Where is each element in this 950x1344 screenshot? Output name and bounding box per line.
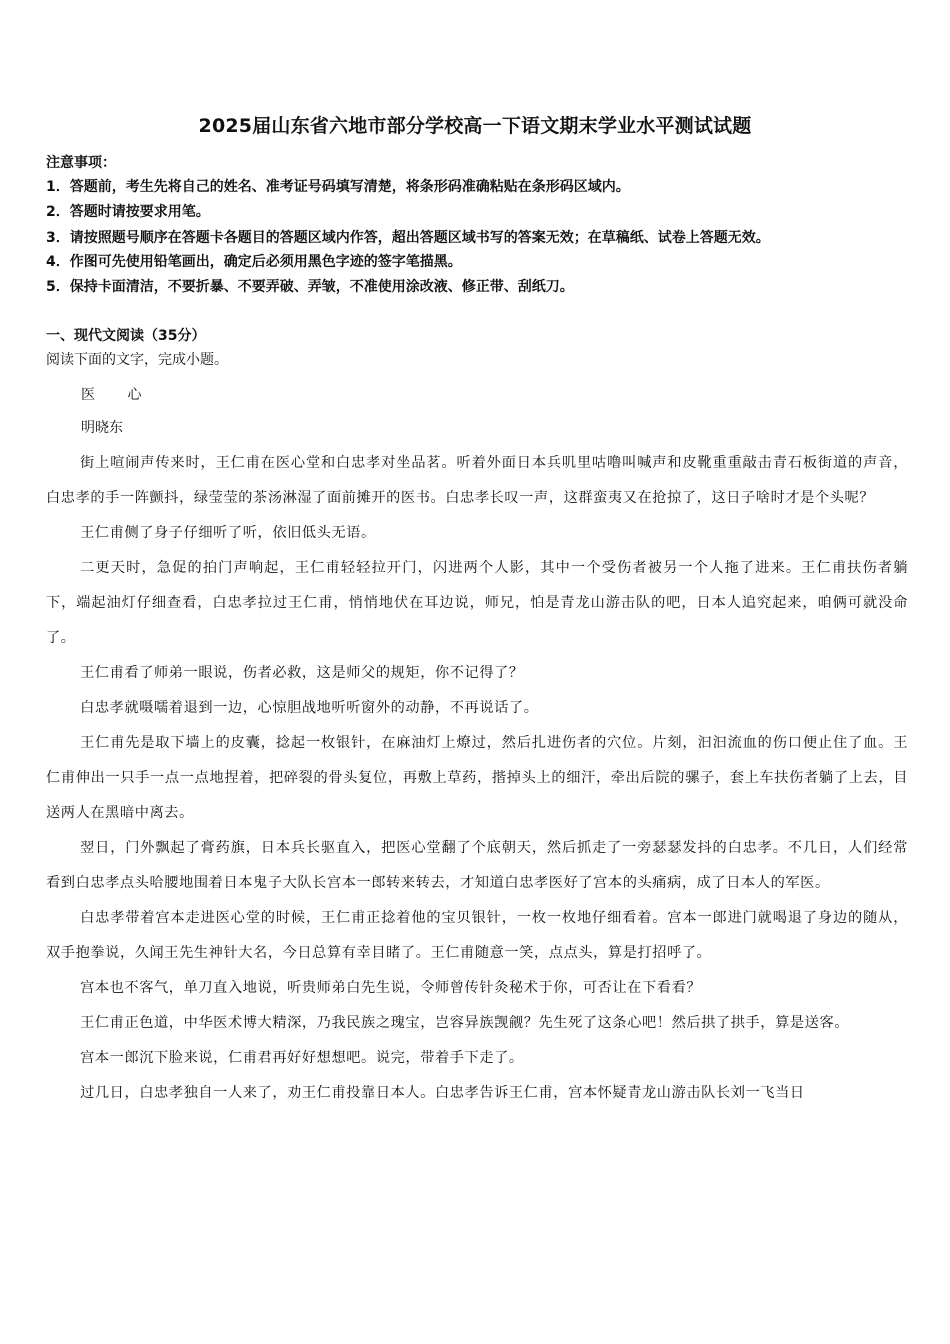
story-paragraph: 宫本也不客气，单刀直入地说，听贵师弟白先生说，令师曾传针灸秘术于你，可否让在下看看？: [80, 980, 702, 996]
story-paragraph: 王仁甫看了师弟一眼说，伤者必救，这是师父的规矩，你不记得了？: [80, 665, 524, 681]
story-body: [46, 446, 908, 1111]
story-paragraph: 翌日，门外飘起了膏药旗，日本兵长驱直入，把医心堂翻了个底朝天，然后抓走了一旁瑟瑟发抖的白忠孝。不几日，人们经常看到白忠孝点头哈腰地围着日本鬼子大队长宫本一郎转来转去，才知道白忠孝医好了宫本的头痛病，成了日本人的军医。: [46, 840, 908, 891]
section-heading: 一、现代文阅读（35分）: [46, 328, 206, 344]
story-paragraph: 王仁甫先是取下墙上的皮囊，捻起一枚银针，在麻油灯上燎过，然后扎进伤者的穴位。片刻，汩汩流血的伤口便止住了血。王仁甫伸出一只手一点一点地捏着，把碎裂的骨头复位，再敷上草药，揩掉头上的细汗，牵出后院的骡子，套上车扶伤者躺了上去，目送两人在黑暗中离去。: [46, 735, 908, 821]
notice-item-4: 4．作图可先使用铅笔画出，确定后必须用黑色字迹的签字笔描黑。: [46, 254, 462, 270]
document-title: 2025届山东省六地市部分学校高一下语文期末学业水平测试试题: [198, 115, 752, 137]
story-paragraph: 宫本一郎沉下脸来说，仁甫君再好好想想吧。说完，带着手下走了。: [80, 1050, 524, 1066]
story-paragraph: 街上喧闹声传来时，王仁甫在医心堂和白忠孝对坐品茗。听着外面日本兵叽里咕噜叫喊声和皮靴重重敲击青石板街道的声音，白忠孝的手一阵颤抖，绿莹莹的茶汤淋湿了面前摊开的医书。白忠孝长叹一声，这群蛮夷又在抢掠了，这日子啥时才是个头呢？: [46, 455, 908, 506]
notice-item-3: 3．请按照题号顺序在答题卡各题目的答题区域内作答，超出答题区域书写的答案无效；在草稿纸、试卷上答题无效。: [46, 230, 770, 246]
story-title: 医 心: [81, 387, 156, 403]
story-author: 明晓东: [81, 420, 123, 436]
story-paragraph: 过几日，白忠孝独自一人来了，劝王仁甫投靠日本人。白忠孝告诉王仁甫，宫本怀疑青龙山游击队长刘一飞当日: [80, 1085, 805, 1101]
story-paragraph: 王仁甫正色道，中华医术博大精深，乃我民族之瑰宝，岂容异族觊觎？先生死了这条心吧！然后拱了拱手，算是送客。: [80, 1015, 850, 1031]
story-paragraph: 白忠孝带着宫本走进医心堂的时候，王仁甫正捻着他的宝贝银针，一枚一枚地仔细看着。宫本一郎进门就喝退了身边的随从，双手抱拳说，久闻王先生神针大名，今日总算有幸目睹了。王仁甫随意一笑，点点头，算是打招呼了。: [46, 910, 908, 961]
notice-item-2: 2．答题时请按要求用笔。: [46, 204, 210, 220]
story-paragraph: 二更天时，急促的拍门声响起，王仁甫轻轻拉开门，闪进两个人影，其中一个受伤者被另一个人拖了进来。王仁甫扶伤者躺下，端起油灯仔细查看，白忠孝拉过王仁甫，悄悄地伏在耳边说，师兄，怕是青龙山游击队的吧，日本人追究起来，咱俩可就没命了。: [46, 560, 908, 646]
story-paragraph: 王仁甫侧了身子仔细听了听，依旧低头无语。: [80, 525, 376, 541]
notice-item-1: 1．答题前，考生先将自己的姓名、准考证号码填写清楚，将条形码准确粘贴在条形码区域内。: [46, 179, 630, 195]
notice-item-5: 5．保持卡面清洁，不要折暴、不要弄破、弄皱，不准使用涂改液、修正带、刮纸刀。: [46, 279, 574, 295]
reading-instruction: 阅读下面的文字，完成小题。: [46, 352, 228, 368]
story-paragraph: 白忠孝就嗫嚅着退到一边，心惊胆战地听听窗外的动静，不再说话了。: [80, 700, 539, 716]
notice-heading: 注意事项：: [46, 155, 116, 171]
